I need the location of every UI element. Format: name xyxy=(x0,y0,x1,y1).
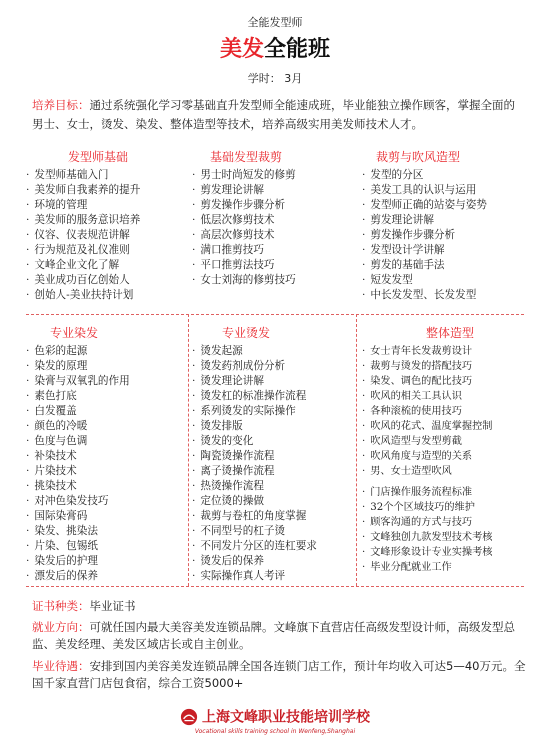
list-item: · 烫发排版 xyxy=(192,419,317,434)
list-item: · 吹风角度与造型的关系 xyxy=(362,449,493,464)
list-item: · 染发后的护理 xyxy=(26,554,130,569)
list-item: · 仪容、仪表规范讲解 xyxy=(26,228,140,243)
section-list-basic-cutting xyxy=(192,168,296,288)
course-hours: 学时： 3月 xyxy=(247,72,303,85)
list-item: · 吹风的花式、温度掌握控制 xyxy=(362,419,493,434)
list-item: · 剪发理论讲解 xyxy=(362,213,487,228)
list-item: · 满口推剪技巧 xyxy=(192,243,296,258)
list-item: · 女士青年长发裁剪设计 xyxy=(362,344,493,359)
list-item: · 对冲色染发技巧 xyxy=(26,494,130,509)
school-name: 上海文峰职业技能培训学校 xyxy=(202,709,370,726)
list-item: · 不同型号的杠子烫 xyxy=(192,524,317,539)
page-subtitle: 全能发型师 xyxy=(247,16,303,29)
training-goal-text: 通过系统强化学习零基础直升发型师全能速成班，毕业能独立操作顾客，掌握全面的男士、女士，烫发、染发、整体造型等技术，培养高级实用美发师技术人才。 xyxy=(32,98,515,131)
school-logo-icon xyxy=(180,708,198,726)
list-item: · 裁剪与卷杠的角度掌握 xyxy=(192,509,317,524)
list-item: · 片染、包锡纸 xyxy=(26,539,130,554)
section-title: 裁剪与吹风造型 xyxy=(375,150,460,164)
list-item: · 平口推剪法技巧 xyxy=(192,258,296,273)
list-item: · 吹风的相关工具认识 xyxy=(362,389,493,404)
list-item: · 色度与色调 xyxy=(26,434,130,449)
list-item: · 美业成功百亿创始人 xyxy=(26,273,140,288)
list-item: · 中长发发型、长发发型 xyxy=(362,288,487,303)
list-item: · 美发师的服务意识培养 xyxy=(26,213,140,228)
list-item: · 烫发药剂成份分析 xyxy=(192,359,317,374)
page-title xyxy=(0,32,550,63)
title-black-part: 全能班 xyxy=(264,37,331,62)
section-list-perming xyxy=(192,344,317,584)
list-item: · 美发师自我素养的提升 xyxy=(26,183,140,198)
section-title: 基础发型裁剪 xyxy=(209,150,282,164)
list-item: · 定位烫的操做 xyxy=(192,494,317,509)
list-item: · 染发的原理 xyxy=(26,359,130,374)
list-item: · 毕业分配就业工作 xyxy=(362,560,493,575)
list-item: · 文峰企业文化了解 xyxy=(26,258,140,273)
list-item: · 国际染膏码 xyxy=(26,509,130,524)
list-item: · 色彩的起源 xyxy=(26,344,130,359)
vertical-divider xyxy=(356,314,357,586)
list-item: · 系列烫发的实际操作 xyxy=(192,404,317,419)
employment-text: 可就任国内最大美容美发连锁品牌。文峰旗下直营店任高级发型设计师，高级发型总监、美发经理、美发区域店长或自主创业。 xyxy=(32,620,515,651)
certificate-type xyxy=(32,598,532,615)
section-title: 专业烫发 xyxy=(221,326,270,340)
list-item: · 不同发片分区的连杠要求 xyxy=(192,539,317,554)
list-item: · 男士时尚短发的修剪 xyxy=(192,168,296,183)
graduate-benefits xyxy=(32,658,532,692)
list-item: · 女士刘海的修剪技巧 xyxy=(192,273,296,288)
list-item: · 剪发操作步骤分析 xyxy=(362,228,487,243)
list-item: · 创始人-美业扶持计划 xyxy=(26,288,140,303)
certificate-text: 毕业证书 xyxy=(89,599,136,613)
list-item: · 低层次修剪技术 xyxy=(192,213,296,228)
training-goal-label: 培养目标： xyxy=(32,98,90,112)
section-title: 专业染发 xyxy=(49,326,98,340)
list-item: · 陶瓷烫操作流程 xyxy=(192,449,317,464)
list-item: · 裁剪与烫发的搭配技巧 xyxy=(362,359,493,374)
training-goal xyxy=(32,96,524,134)
section-title: 发型师基础 xyxy=(67,150,128,164)
list-item: · 补染技术 xyxy=(26,449,130,464)
section-list-coloring xyxy=(26,344,130,584)
list-item: · 烫发的变化 xyxy=(192,434,317,449)
section-list-hair-basics xyxy=(26,168,140,303)
list-item: · 短发发型 xyxy=(362,273,487,288)
list-item: · 颜色的冷暖 xyxy=(26,419,130,434)
list-item: · 片染技术 xyxy=(26,464,130,479)
list-item: · 离子烫操作流程 xyxy=(192,464,317,479)
list-item: · 行为规范及礼仪准则 xyxy=(26,243,140,258)
list-item: · 实际操作真人考评 xyxy=(192,569,317,584)
list-item: · 漂发后的保养 xyxy=(26,569,130,584)
list-item: · 环境的管理 xyxy=(26,198,140,213)
list-item: · 文峰形象设计专业实操考核 xyxy=(362,545,493,560)
list-item: · 烫发理论讲解 xyxy=(192,374,317,389)
list-item: · 32个个区域技巧的维护 xyxy=(362,500,493,515)
section-list-cutting-blowdry xyxy=(362,168,487,303)
title-red-part: 美发 xyxy=(219,37,264,62)
list-item: · 吹风造型与发型剪截 xyxy=(362,434,493,449)
benefits-text: 安排到国内美容美发连锁品牌全国各连锁门店工作，预计年均收入可达5—40万元。全国千家直营门店包食宿，综合工资5000+ xyxy=(32,659,526,690)
list-item: · 高层次修剪技术 xyxy=(192,228,296,243)
list-item: · 剪发操作步骤分析 xyxy=(192,198,296,213)
list-item: · 染发、挑染法 xyxy=(26,524,130,539)
list-item: · 顾客沟通的方式与技巧 xyxy=(362,515,493,530)
list-item: · 发型师基础入门 xyxy=(26,168,140,183)
certificate-label: 证书种类： xyxy=(32,599,90,613)
section-list-overall-styling xyxy=(362,344,493,575)
list-item: · 文峰独创九款发型技术考核 xyxy=(362,530,493,545)
list-item: · 染发、调色的配比技巧 xyxy=(362,374,493,389)
list-item: · 剪发理论讲解 xyxy=(192,183,296,198)
list-item: · 门店操作服务流程标准 xyxy=(362,485,493,500)
horizontal-divider xyxy=(26,586,524,587)
vertical-divider xyxy=(188,314,189,586)
employment-label: 就业方向： xyxy=(32,620,90,634)
benefits-label: 毕业待遇： xyxy=(32,659,90,673)
list-item: · 挑染技术 xyxy=(26,479,130,494)
school-footer xyxy=(0,706,550,735)
list-item: · 各种滚梳的使用技巧 xyxy=(362,404,493,419)
list-item: · 染膏与双氧乳的作用 xyxy=(26,374,130,389)
list-item: · 热烫操作流程 xyxy=(192,479,317,494)
list-item: · 发型的分区 xyxy=(362,168,487,183)
list-item: · 烫发后的保养 xyxy=(192,554,317,569)
list-item: · 发型师正确的站姿与姿势 xyxy=(362,198,487,213)
list-item: · 白发覆盖 xyxy=(26,404,130,419)
list-item: · 剪发的基础手法 xyxy=(362,258,487,273)
list-item: · 美发工具的认识与运用 xyxy=(362,183,487,198)
list-item: · 男、女士造型吹风 xyxy=(362,464,493,479)
list-item: · 素色打底 xyxy=(26,389,130,404)
horizontal-divider xyxy=(26,314,524,315)
list-item: · 烫发起源 xyxy=(192,344,317,359)
list-item: · 发型设计学讲解 xyxy=(362,243,487,258)
school-name-english: Vocational skills training school in Wenfeng,Shanghai xyxy=(194,727,356,735)
list-item: · 烫发杠的标准操作流程 xyxy=(192,389,317,404)
employment-direction xyxy=(32,619,532,653)
section-title: 整体造型 xyxy=(425,326,474,340)
